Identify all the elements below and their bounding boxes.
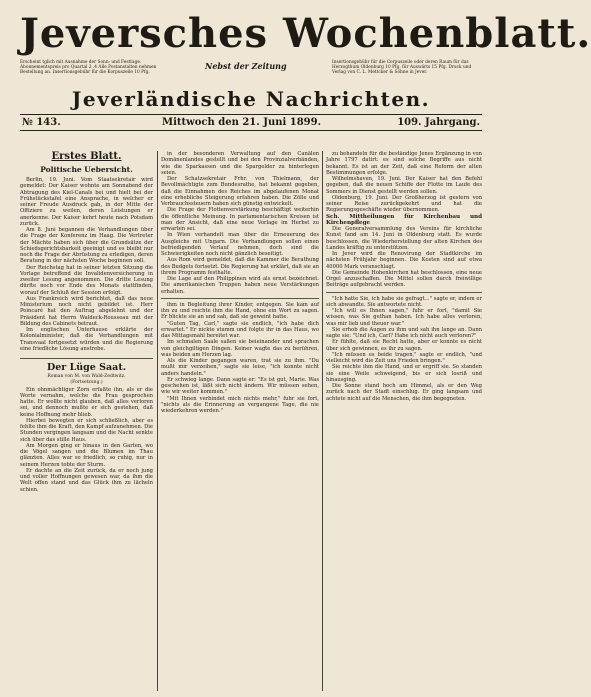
paragraph: Ein ohnmächtiger Zorn erfaßte ihn, als er die Worte vernahm, welche die Frau gesprochen hatte. Er wollte nicht glauben, daß alles verloren sei, und dennoch mußte er sich gestehen, daß keine Hoffnung mehr blieb. [20, 386, 153, 418]
masthead-title: Jeversches Wochenblatt. [20, 10, 591, 57]
paragraph: Aus Frankreich wird berichtet, daß das neue Ministerium noch nicht gebildet ist. Herr Poincaré hat den Auftrag abgelehnt und der Präsident hat Herrn Waldeck-Rousseau mit der Bildung des Cabinets betraut. [20, 295, 153, 327]
paragraph: Im schmalen Saale saßen sie beieinander und sprachen von gleichgiltigen Dingen. Keiner wagte das zu berühren, was beiden am Herzen lag. [161, 339, 319, 358]
paragraph: Die Lage auf den Philippinen wird als ernst bezeichnet. Die amerikanischen Truppen haben neue Verstärkungen erhalten. [161, 276, 319, 295]
columns [20, 151, 482, 691]
column-3 [326, 151, 482, 691]
church-news-heading: Sch. Mittheilungen für Kirchenbau und Kirchenpflege [326, 213, 482, 226]
paragraph: Oldenburg, 19. Juni. Der Großherzog ist gestern von seiner Reise zurückgekehrt und hat die Regierungsgeschäfte wieder übernommen. [326, 194, 482, 214]
paragraph: Im englischen Unterhause erklärte der Kolonialminister, daß die Verhandlungen mit Transvaal fortgesetzt würden und die Regierung eine friedliche Lösung anstrebe. [20, 327, 153, 352]
paragraph: Hierbei bewegten er sich schließlich, aber es fehlte ihm die Kraft, den Kampf aufzunehmen. Die Stunden vergingen langsam und die Nacht senkte sich über das stille Haus. [20, 417, 153, 443]
paragraph: Am 8. Juni begannen die Verhandlungen über die Frage der Konferenz im Haag. Die Vertreter der Mächte haben sich über die Grundsätze der Schiedsgerichtsbarkeit geeinigt und es bleibt nur noch die Frage der Abrüstung zu erledigen, deren Beratung in der nächsten Woche beginnen soll. [20, 227, 153, 265]
paragraph: Die Gemeinde Hohenkirchen hat beschlossen, eine neue Orgel anzuschaffen. Die Mittel sollen durch freiwillige Beiträge aufgebracht werden. [326, 269, 482, 289]
paragraph: Die Sonne stand hoch am Himmel, als er den Weg zurück nach der Stadt einschlug. Er ging langsam und achtete nicht auf die Menschen, die ihm begegneten. [326, 383, 482, 402]
dateline [20, 114, 482, 131]
supplement-note: Nebst der Zeitung [205, 61, 287, 71]
paragraph: Der Schatzsekretair Frhr. von Thielmann, der Bevollmächtigte zum Bundesrathe, hat bekannt gegeben, daß die Einnahmen des Reiches im abgelaufenen Monat eine erhebliche Steigerung erfahren haben. Die Zölle und Verbrauchssteuern haben sich günstig entwickelt. [161, 176, 319, 207]
column-rule [322, 151, 323, 691]
column-2 [161, 151, 319, 691]
article-body [326, 151, 482, 214]
paragraph: In Jever wird die Renovirung der Stadtkirche im nächsten Frühjahr beginnen. Die Kosten sind auf etwa 40000 Mark veranschlagt. [326, 251, 482, 270]
novel-title: Der Lüge Saat. [20, 358, 153, 374]
paragraph: Die Generalversammlung des Vereins für kirchliche Kunst fand am 14. Juni in Oldenburg statt. Es wurde beschlossen, die Wiederherstellung der alten Kirchen des Landes kräftig zu unterstützen. [326, 226, 482, 251]
paragraph: Der Reichstag hat in seiner letzten Sitzung die Vorlage betreffend die Invalidenversicherung in zweiter Lesung angenommen. Die dritte Lesung dürfte noch vor Ende des Monats stattfinden, worauf der Schluß der Session erfolgt. [20, 264, 153, 296]
masthead-subhead [20, 58, 482, 88]
paragraph: Er dachte an die Zeit zurück, da er noch jung und voller Hoffnungen gewesen war, da ihm die Welt offen stand und das Glück ihm zu lächeln schien. [20, 467, 153, 493]
paragraph: Als die Kinder gegangen waren, trat sie zu ihm. "Du mußt mir verzeihen," sagte sie leise, "ich konnte nicht anders handeln." [161, 358, 319, 377]
paragraph: "Ich müssen es beide tragen," sagte er endlich, "und vielleicht wird die Zeit uns Frieden bringen." [326, 351, 482, 364]
paragraph: Er schwieg lange. Dann sagte er: "Es ist gut, Marie. Was geschehen ist, läßt sich nicht ändern. Wir müssen sehen, wie wir weiter kommen." [161, 376, 319, 396]
issue-date: Mittwoch den 21. Juni 1899. [162, 117, 322, 128]
insertion-notice: Insertionsgebühr für die Corpuszeile oder deren Raum für das Herzogthum Oldenburg 10 Pfg. für Auswärts 15 Pfg. Druck und Verlag von C. L. Mettcker & Söhne in Jever. [332, 60, 472, 75]
paragraph: "Mit Ihnen verbindet mich nichts mehr," fuhr sie fort, "nichts als die Erinnerung an vergangene Tage, die nie wiederkehren werden." [161, 395, 319, 414]
paragraph: Wilhelmshaven, 19. Juni. Der Kaiser hat den Befehl gegeben, daß die neuen Schiffe der Flotte im Laufe des Sommers in Dienst gestellt werden sollen. [326, 176, 482, 195]
article-heading: Politische Uebersicht. [40, 165, 133, 174]
novel-body [326, 296, 482, 402]
column-rule [157, 151, 158, 691]
church-news-body [326, 226, 482, 289]
secondary-title: Jeverländische Nachrichten. [71, 87, 431, 111]
paragraph: ihm in Begleitung ihrer Kinder, entgegen. Sie kam auf ihn zu und reichte ihm die Hand, ohne ein Wort zu sagen. Er blickte sie an und sah, daß sie geweint hatte. [161, 301, 319, 321]
paragraph: Sie reichte ihm die Hand, und er ergriff sie. So standen sie eine Weile schweigend, bis er sich losriß und hinausging. [326, 364, 482, 383]
subscription-notice: Erscheint tglich mit Ausnahme der Sonn- und Festtage. Abonnementspreis pro Quartal 2 .4 Alle Postanstalten nehmen Bestellung an. Insertionsgebühr für die Korpuszeile 10 Pfg. [20, 60, 157, 75]
paragraph: Aus Rom wird gemeldet, daß die Kammer die Berathung des Budgets fortsetzt. Die Regierung hat erklärt, daß sie an ihrem Programm festhalte. [161, 257, 319, 276]
novel-body [161, 302, 319, 415]
newspaper-page [20, 10, 591, 692]
issue-number: № 143. [22, 117, 61, 128]
article-body [20, 177, 153, 352]
paragraph: Sie erhob die Augen zu ihm und sah ihn lange an. Dann sagte sie: "Und ich, Carl? Habe ich nicht auch verloren?" [326, 326, 482, 339]
novel-author: Roman von M. von Wald-Zedtwitz. [47, 374, 126, 379]
paragraph: Berlin, 19. Juni. Vom Staatsekretair wird gemeldet: Der Kaiser wohnte am Sonnabend der Abtragung des Kiel-Canals bei und hielt bei der Frühstückstafel eine Ansprache, in welcher er seiner Freude Ausdruck gab, in der Mitte der Offiziere zu weilen, deren Leistungen er anerkenne. Der Kaiser kehrt heute nach Potsdam zurück. [20, 177, 153, 227]
novel-continuation: (Fortsetzung.) [70, 380, 103, 386]
section-divider [161, 298, 319, 299]
section-divider [326, 292, 482, 293]
paragraph: Am Morgen ging er hinaus in den Garten, wo die Vögel sangen und die Blumen im Thau glänzten. Alles war so friedlich, so ruhig, nur in seinem Herzen tobte der Sturm. [20, 442, 153, 468]
section-title: Erstes Blatt. [51, 151, 122, 162]
paragraph: "Ich hatte Sie, ich habe sie gefragt..." sagte er, indem er sich abwandte. Sie antwortete nicht. [326, 295, 482, 308]
paragraph: in der besonderen Verwaltung auf den Canälen Domänenlandes gestellt und bei den Provinzialverbänden, wie die Sparkassen und die Spargelder zu hinterlegen seien. [161, 151, 319, 176]
column-1 [20, 151, 153, 691]
novel-body [20, 387, 153, 493]
article-body [161, 151, 319, 295]
paragraph: Er fühlte, daß sie Recht hatte, aber er konnte es nicht über sich gewinnen, es ihr zu sagen. [326, 339, 482, 352]
paragraph: zu behandeln für die beständige Jenes Ergänzung in von Jahre 1797 datirt: es sind solche Begriffe aus nicht bekannt. Es ist an der Zeit, daß eine Reform der alten Bestimmungen erfolge. [326, 151, 482, 176]
volume-year: 109. Jahrgang. [397, 117, 480, 128]
paragraph: In Wien verhandelt man über die Erneuerung des Ausgleichs mit Ungarn. Die Verhandlungen sollen einen befriedigenden Verlauf nehmen, doch sind die Schwierigkeiten noch nicht gänzlich beseitigt. [161, 232, 319, 257]
paragraph: "Guten Tag, Carl," sagte sie endlich, "ich habe dich erwartet." Er nickte stumm und folgte ihr in das Haus, wo das Mittagsmahl bereitet war. [161, 320, 319, 339]
paragraph: Die Frage der Flottenverstärkung beschäftigt weiterhin die öffentliche Meinung. In parlamentarischen Kreisen ist man der Ansicht, daß eine neue Vorlage im Herbst zu erwarten sei. [161, 207, 319, 232]
paragraph: "Ich will es Ihnen sagen," fuhr er fort, "damit Sie wissen, was Sie gethan haben. Ich habe alles verloren, was mir lieb und theuer war." [326, 308, 482, 327]
